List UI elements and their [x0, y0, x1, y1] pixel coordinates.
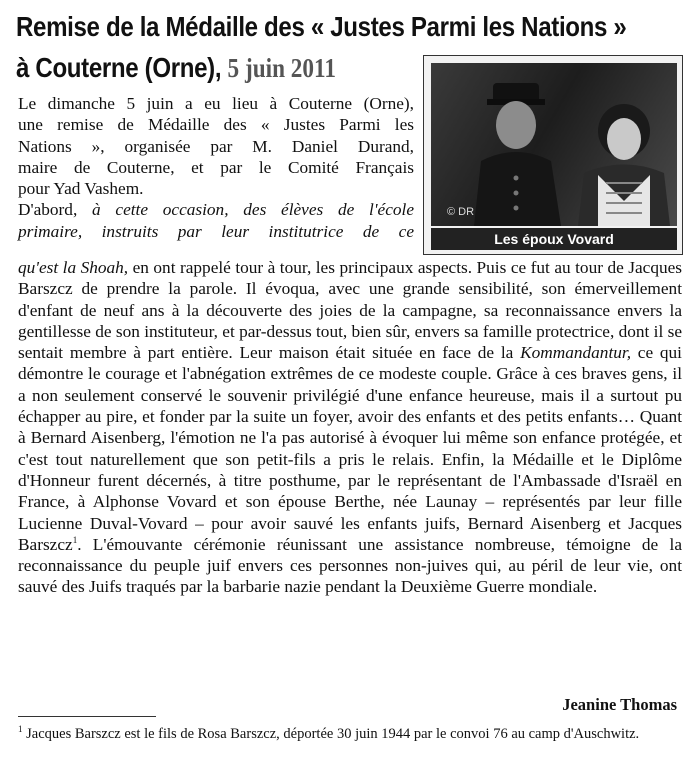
woman-figure-image [576, 101, 671, 226]
footnote [18, 724, 682, 744]
footnote-text: Jacques Barszcz est le fils de Rosa Barszcz, déportée 30 juin 1944 par le convoi 76 au camp d'Auschwitz. [26, 726, 640, 742]
paragraph-main [18, 257, 682, 598]
body-line [18, 199, 414, 220]
footnote-reference: 1 [72, 535, 78, 546]
body-line: une remise de Médaille des « Justes Parmi les [18, 115, 414, 135]
author-signature: Jeanine Thomas [562, 695, 677, 714]
body-line [18, 221, 414, 242]
title-date: 5 juin 2011 [227, 53, 336, 83]
photo-credit: © DR [447, 206, 475, 218]
body-text: . L'émouvante cérémonie réunissant une assistance nombreuse, témoigne de la reconnaissance du peuple juif envers ces personnes non-juives qui, au péril de leur vie, ont sauvé des Juifs traqués par la barbarie nazie pendant la Deuxième Guerre mondiale. [18, 534, 682, 597]
body-line: Nations », organisée par M. Daniel Durand, [18, 136, 414, 156]
body-text: D'abord, [18, 200, 93, 220]
italic-text: qu'est la Shoah, [18, 258, 129, 277]
body-text: ce qui démontre le courage et l'abnégation extrêmes de ce modeste couple. Grâce à ces braves gens, il a non seulement conservé le souvenir privilégié d'une enfance heureuse, mais il a surtout pu échapper au pire, et fonder par la suite un foyer, avoir des enfants et des petits enfants… Quant à Bernard Aisenberg, l'émotion ne l'a pas autorisé à évoquer lui même son enfance protégée, et c'est tout naturellement que son petit-fils a pris le relais. Enfin, la Médaille et le Diplôme d'Honneur furent décernés, à titre posthume, par le représentant de l'Ambassade d'Israël en France, à Alphonse Vovard et son épouse Berthe, née Launay – représentés par leur fille Lucienne Duval-Vovard – pour avoir sauvé les enfants juifs, Bernard Aisenberg et Jacques Barszcz [18, 343, 682, 554]
title-line-1: Remise de la Médaille des « Justes Parmi les Nations » [16, 11, 627, 42]
body-text: en ont rappelé tour à tour, les principaux aspects. Puis ce fut au tour de Jacques Barszcz de prendre la parole. Il évoqua, avec une grande sensibilité, son émerveillement d'enfant de neuf ans à la découverte des joies de la campagne, sa reconnaissance envers la gentillesse de son instituteur, et par-dessus tout, bien sûr, envers sa famille protectrice, dont il se sentait membre à part entière. Leur maison était située en face de la [18, 258, 682, 363]
italic-text: primaire, instruits par leur institutrice de ce [18, 221, 414, 241]
photo-frame [423, 55, 683, 255]
body-line: maire de Couterne, et par le Comité Français [18, 157, 414, 177]
italic-text: à cette occasion, des élèves de l'école [92, 200, 414, 220]
footnote-divider [18, 716, 156, 717]
couple-photo [431, 63, 677, 226]
photo-caption: Les époux Vovard [431, 228, 677, 250]
paragraph-intro [18, 93, 414, 242]
body-line: Le dimanche 5 juin a eu lieu à Couterne (Orne), [18, 94, 414, 113]
italic-text: Kommandantur, [520, 343, 632, 363]
footnote-mark: 1 [18, 724, 23, 735]
man-figure-image [469, 83, 564, 226]
title-location: à Couterne (Orne), [16, 52, 222, 83]
body-line: pour Yad Vashem. [18, 179, 144, 199]
